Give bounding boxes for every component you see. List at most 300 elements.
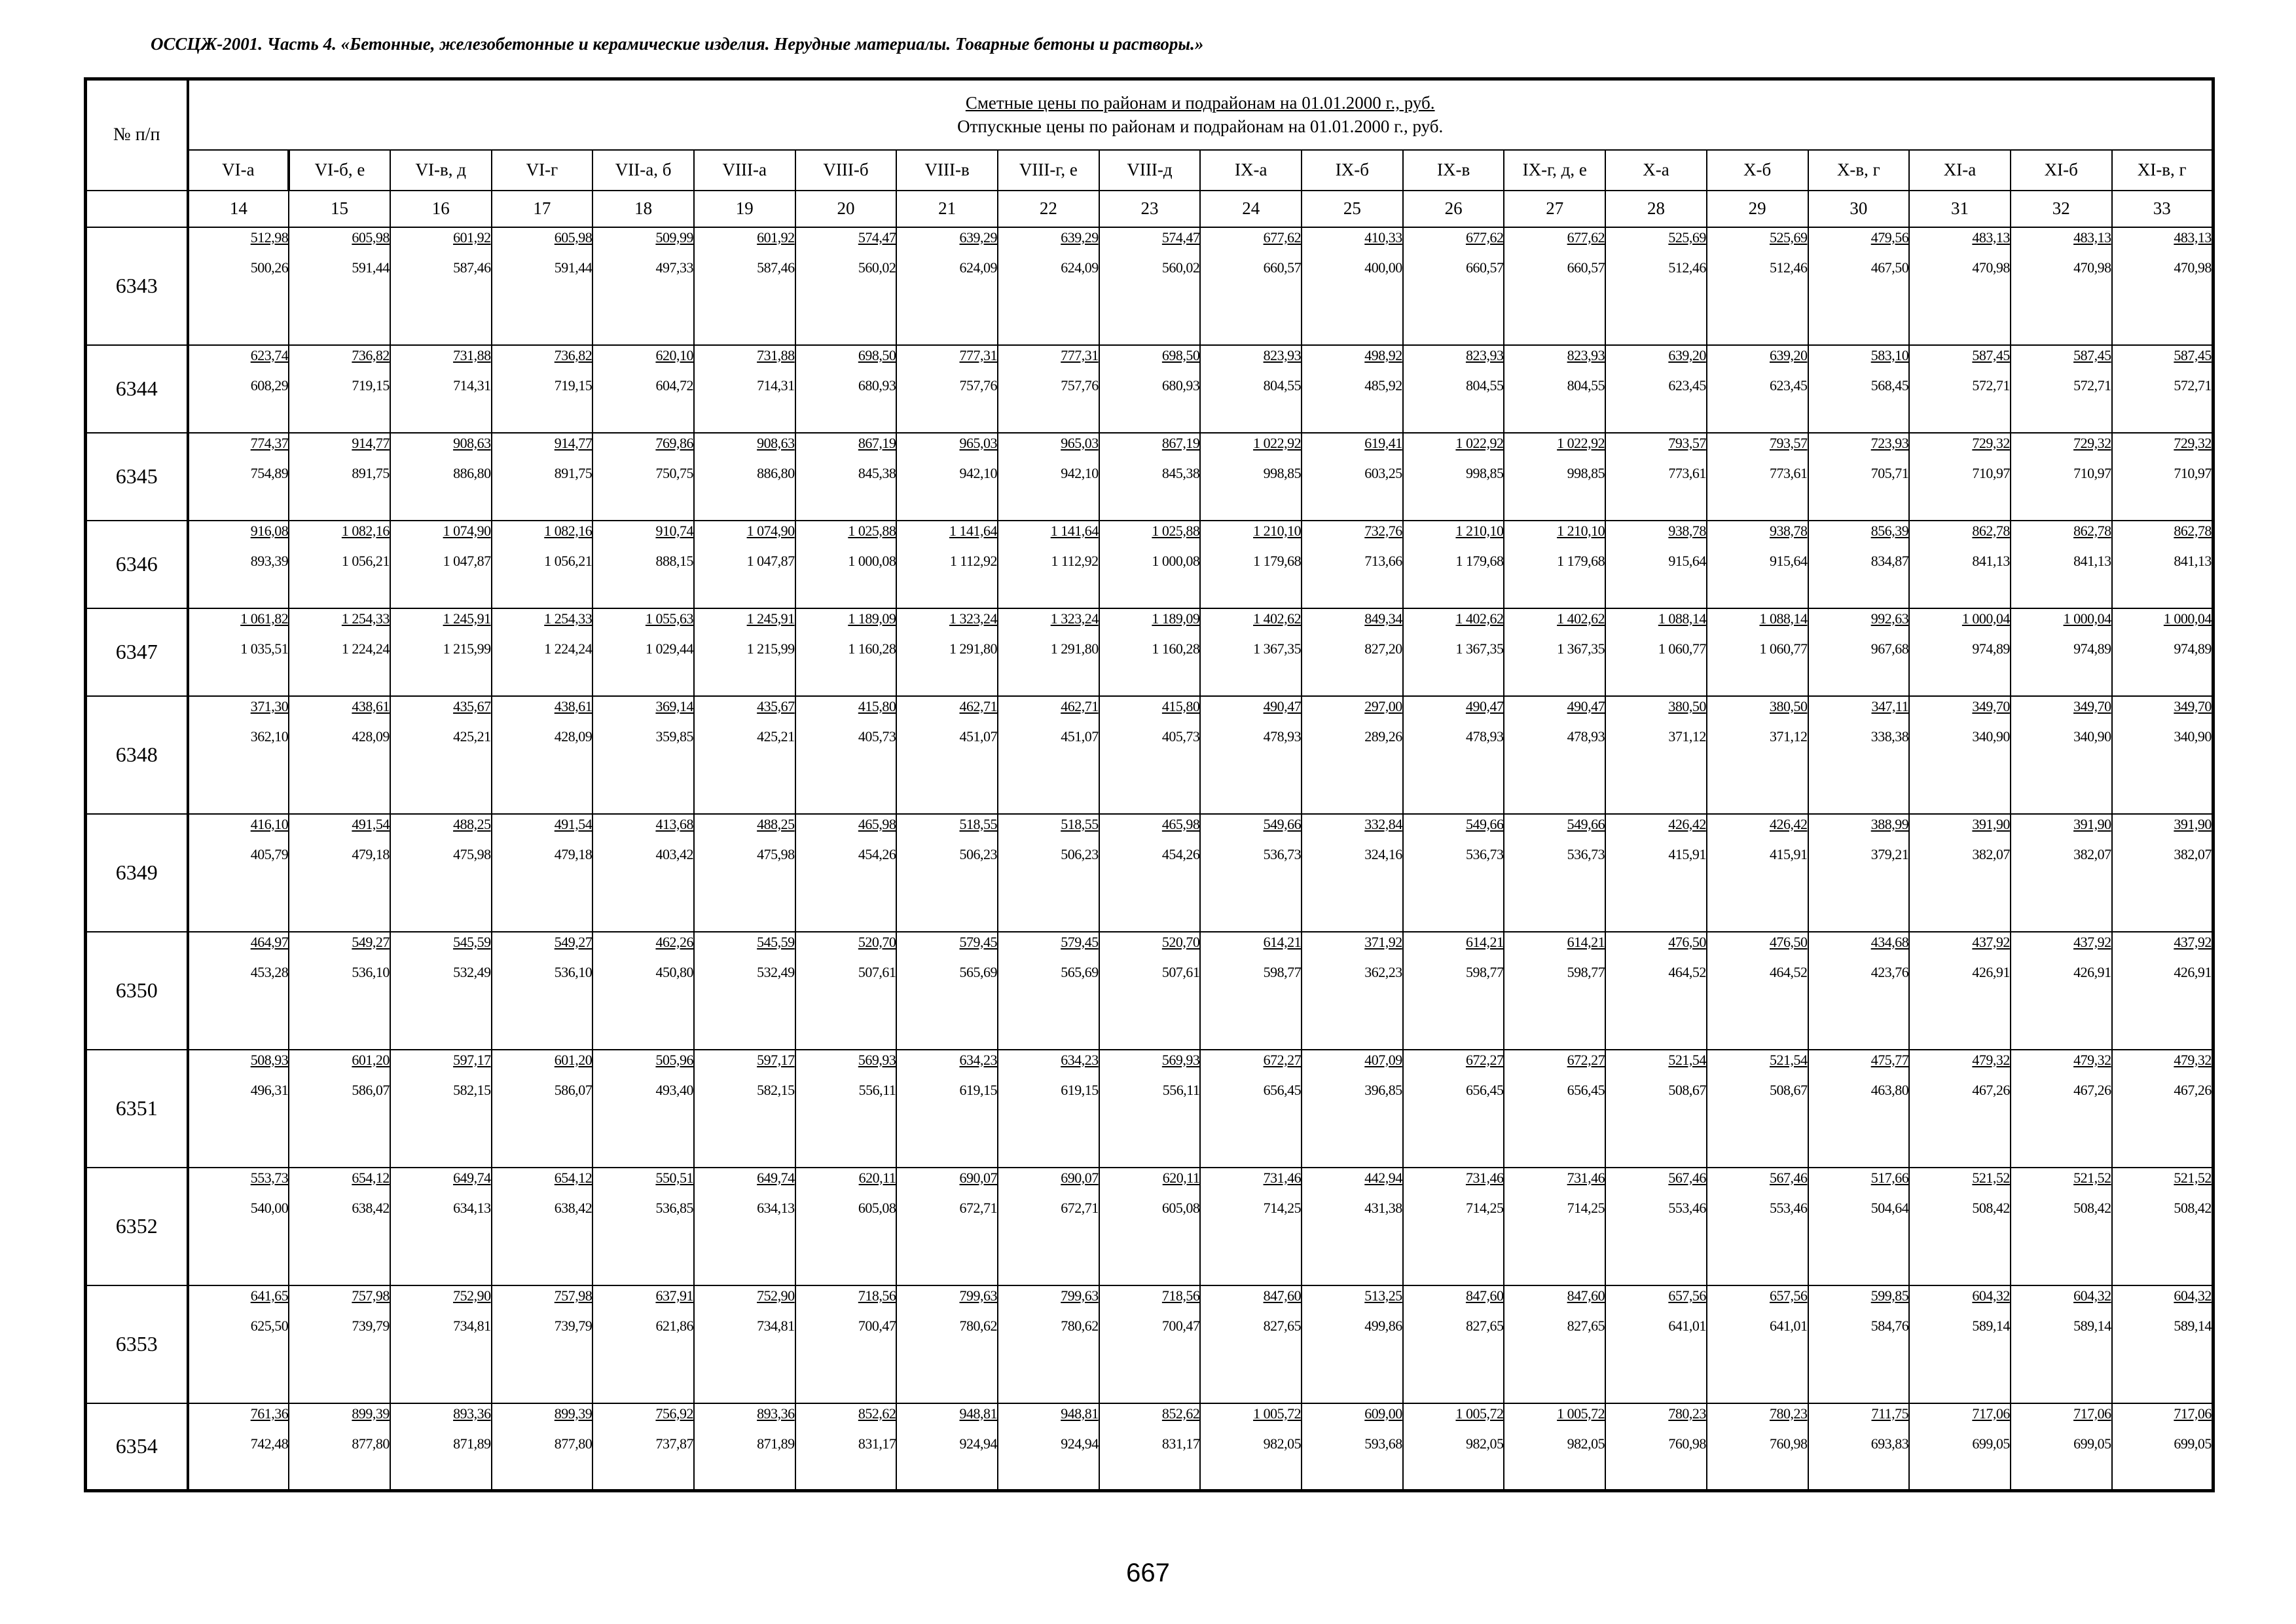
region-header: VIII-а — [694, 150, 795, 191]
release-price: 760,98 — [1668, 1435, 1706, 1452]
price-cell — [1909, 1050, 2011, 1168]
estimate-price: 525,69 — [1770, 229, 1808, 246]
price-cell — [1504, 1285, 1605, 1403]
estimate-price: 757,98 — [352, 1287, 390, 1304]
region-header: VIII-г, е — [998, 150, 1099, 191]
price-cell — [492, 521, 593, 608]
estimate-price: 490,47 — [1263, 697, 1302, 714]
release-price: 485,92 — [1364, 377, 1402, 394]
estimate-price: 908,63 — [757, 434, 795, 451]
price-cell — [694, 814, 795, 932]
estimate-price: 349,70 — [1972, 697, 2010, 714]
price-cell — [1909, 345, 2011, 433]
row-number: 6345 — [86, 433, 188, 521]
release-price: 888,15 — [655, 552, 693, 569]
estimate-price: 623,74 — [250, 346, 289, 363]
price-cell — [1808, 814, 1910, 932]
estimate-price: 349,70 — [2174, 697, 2212, 714]
release-price: 598,77 — [1465, 963, 1504, 980]
estimate-price: 549,27 — [352, 933, 390, 950]
price-cell — [1403, 433, 1504, 521]
price-cell — [592, 345, 694, 433]
column-number: 28 — [1605, 191, 1707, 227]
release-price: 780,62 — [1061, 1317, 1099, 1334]
price-cell — [2011, 1050, 2112, 1168]
release-price: 886,80 — [757, 464, 795, 481]
release-price: 587,46 — [757, 259, 795, 276]
price-cell — [1605, 345, 1707, 433]
release-price: 739,79 — [554, 1317, 592, 1334]
column-number: 25 — [1302, 191, 1403, 227]
column-number: 16 — [390, 191, 492, 227]
estimate-price: 518,55 — [959, 815, 997, 832]
price-cell — [998, 696, 1099, 814]
price-cell — [492, 227, 593, 345]
release-price: 1 367,35 — [1253, 640, 1302, 657]
price-cell — [2011, 814, 2112, 932]
price-cell — [896, 696, 998, 814]
estimate-price: 723,93 — [1870, 434, 1909, 451]
estimate-price: 410,33 — [1364, 229, 1402, 246]
release-price: 467,50 — [1870, 259, 1909, 276]
release-price: 340,90 — [2073, 728, 2111, 745]
estimate-price: 847,60 — [1567, 1287, 1605, 1304]
price-cell — [390, 1050, 492, 1168]
release-price: 470,98 — [2174, 259, 2212, 276]
release-price: 512,46 — [1770, 259, 1808, 276]
price-cell — [2112, 1285, 2214, 1403]
column-number: 27 — [1504, 191, 1605, 227]
release-price: 672,71 — [1061, 1199, 1099, 1216]
estimate-price: 391,90 — [2174, 815, 2212, 832]
release-price: 500,26 — [250, 259, 289, 276]
price-cell — [998, 521, 1099, 608]
column-number: 15 — [289, 191, 390, 227]
price-cell — [1302, 1050, 1403, 1168]
price-cell — [795, 932, 897, 1050]
release-price: 754,89 — [250, 464, 289, 481]
estimate-price: 435,67 — [453, 697, 491, 714]
price-cell — [1909, 1168, 2011, 1285]
estimate-price: 1 022,92 — [1455, 434, 1504, 451]
row-number: 6346 — [86, 521, 188, 608]
release-price: 591,44 — [554, 259, 592, 276]
release-price: 742,48 — [250, 1435, 289, 1452]
estimate-price: 1 254,33 — [341, 610, 390, 627]
release-price: 760,98 — [1770, 1435, 1808, 1452]
estimate-price: 729,32 — [1972, 434, 2010, 451]
release-price: 605,08 — [1161, 1199, 1200, 1216]
release-price: 415,91 — [1668, 845, 1706, 862]
price-cell — [390, 433, 492, 521]
estimate-price: 992,63 — [1870, 610, 1909, 627]
estimate-price: 521,54 — [1668, 1051, 1706, 1068]
estimate-price: 938,78 — [1668, 522, 1706, 539]
release-price: 467,26 — [2174, 1081, 2212, 1098]
release-price: 428,09 — [352, 728, 390, 745]
estimate-price: 614,21 — [1263, 933, 1302, 950]
price-cell — [188, 932, 289, 1050]
estimate-price: 549,66 — [1567, 815, 1605, 832]
estimate-price: 490,47 — [1567, 697, 1605, 714]
estimate-price: 910,74 — [655, 522, 693, 539]
release-price: 710,97 — [2073, 464, 2111, 481]
release-price: 338,38 — [1870, 728, 1909, 745]
release-price: 289,26 — [1364, 728, 1402, 745]
price-cell — [188, 1285, 289, 1403]
price-cell — [1200, 345, 1302, 433]
release-price: 572,71 — [2073, 377, 2111, 394]
estimate-price: 1 000,04 — [2163, 610, 2212, 627]
estimate-price: 567,46 — [1668, 1169, 1706, 1186]
price-cell — [1808, 608, 1910, 696]
estimate-price: 521,52 — [2174, 1169, 2212, 1186]
price-cell — [1099, 345, 1201, 433]
price-cell — [896, 932, 998, 1050]
release-price: 827,65 — [1465, 1317, 1504, 1334]
estimate-price: 620,10 — [655, 346, 693, 363]
estimate-price: 407,09 — [1364, 1051, 1402, 1068]
region-header: X-а — [1605, 150, 1707, 191]
estimate-price: 639,20 — [1668, 346, 1706, 363]
price-cell — [1302, 1168, 1403, 1285]
estimate-price: 672,27 — [1567, 1051, 1605, 1068]
price-cell — [1504, 696, 1605, 814]
estimate-price: 567,46 — [1770, 1169, 1808, 1186]
column-header-number: № п/п — [86, 79, 188, 191]
estimate-price: 634,23 — [959, 1051, 997, 1068]
estimate-price: 438,61 — [352, 697, 390, 714]
price-cell — [795, 1168, 897, 1285]
estimate-price: 1 245,91 — [746, 610, 795, 627]
row-number: 6353 — [86, 1285, 188, 1403]
release-price: 893,39 — [250, 552, 289, 569]
release-price: 924,94 — [1061, 1435, 1099, 1452]
price-cell — [694, 345, 795, 433]
estimate-price: 731,46 — [1263, 1169, 1302, 1186]
release-price: 998,85 — [1465, 464, 1504, 481]
price-cell — [592, 433, 694, 521]
price-cell — [694, 1168, 795, 1285]
price-cell — [694, 608, 795, 696]
price-cell — [795, 1050, 897, 1168]
document-header-title: ОССЦЖ-2001. Часть 4. «Бетонные, железобетонные и керамические изделия. Нерудные материалы. Товарные бетоны и растворы.» — [151, 34, 1204, 54]
release-price: 699,05 — [1972, 1435, 2010, 1452]
release-price: 1 160,28 — [1152, 640, 1200, 657]
price-cell — [1808, 696, 1910, 814]
estimate-price: 1 210,10 — [1253, 522, 1302, 539]
price-cell — [795, 696, 897, 814]
price-cell — [2112, 1168, 2214, 1285]
release-price: 942,10 — [959, 464, 997, 481]
table-header-caption-row — [86, 79, 2214, 150]
estimate-price: 388,99 — [1870, 815, 1909, 832]
price-cell — [492, 345, 593, 433]
release-price: 324,16 — [1364, 845, 1402, 862]
price-cell — [896, 1403, 998, 1491]
estimate-price: 752,90 — [757, 1287, 795, 1304]
price-cell — [1403, 1050, 1504, 1168]
estimate-price: 717,06 — [2174, 1405, 2212, 1422]
release-price: 475,98 — [453, 845, 491, 862]
price-cell — [2011, 433, 2112, 521]
estimate-price: 479,32 — [2174, 1051, 2212, 1068]
price-cell — [1605, 433, 1707, 521]
price-cell — [390, 345, 492, 433]
price-cell — [1099, 814, 1201, 932]
estimate-price: 1 245,91 — [443, 610, 491, 627]
estimate-price: 509,99 — [655, 229, 693, 246]
column-number: 31 — [1909, 191, 2011, 227]
release-price: 1 060,77 — [1759, 640, 1808, 657]
estimate-price: 1 025,88 — [1152, 522, 1200, 539]
estimate-price: 639,29 — [1061, 229, 1099, 246]
estimate-price: 479,56 — [1870, 229, 1909, 246]
release-price: 693,83 — [1870, 1435, 1909, 1452]
release-price: 714,31 — [453, 377, 491, 394]
estimate-price: 1 189,09 — [1152, 610, 1200, 627]
price-cell — [1099, 227, 1201, 345]
column-number: 33 — [2112, 191, 2214, 227]
release-price: 532,49 — [757, 963, 795, 980]
price-cell — [1504, 345, 1605, 433]
price-cell — [289, 1168, 390, 1285]
release-price: 586,07 — [554, 1081, 592, 1098]
estimate-price: 729,32 — [2073, 434, 2111, 451]
price-cell — [1909, 1403, 2011, 1491]
table-header-region-row — [86, 150, 2214, 191]
table-row — [86, 608, 2214, 696]
price-cell — [1605, 1285, 1707, 1403]
estimate-price: 488,25 — [453, 815, 491, 832]
price-cell — [289, 814, 390, 932]
price-cell — [1504, 1403, 1605, 1491]
price-cell — [2112, 814, 2214, 932]
price-cell — [1403, 932, 1504, 1050]
release-price: 982,05 — [1465, 1435, 1504, 1452]
price-cell — [1099, 521, 1201, 608]
release-price: 1 179,68 — [1557, 552, 1605, 569]
estimate-price: 1 254,33 — [544, 610, 592, 627]
release-price: 734,81 — [453, 1317, 491, 1334]
release-price: 589,14 — [2174, 1317, 2212, 1334]
table-row — [86, 696, 2214, 814]
estimate-price: 867,19 — [1161, 434, 1200, 451]
release-price: 560,02 — [1161, 259, 1200, 276]
price-cell — [390, 696, 492, 814]
release-price: 705,71 — [1870, 464, 1909, 481]
release-price: 405,79 — [250, 845, 289, 862]
release-price: 739,79 — [352, 1317, 390, 1334]
price-cell — [188, 345, 289, 433]
release-price: 536,10 — [554, 963, 592, 980]
release-price: 699,05 — [2174, 1435, 2212, 1452]
release-price: 464,52 — [1770, 963, 1808, 980]
price-cell — [289, 345, 390, 433]
table-row — [86, 1168, 2214, 1285]
estimate-price: 731,88 — [757, 346, 795, 363]
price-cell — [1909, 521, 2011, 608]
price-cell — [289, 696, 390, 814]
price-cell — [1707, 1403, 1808, 1491]
price-cell — [1200, 1403, 1302, 1491]
release-price: 619,15 — [1061, 1081, 1099, 1098]
estimate-price: 479,32 — [1972, 1051, 2010, 1068]
estimate-price: 599,85 — [1870, 1287, 1909, 1304]
estimate-price: 545,59 — [453, 933, 491, 950]
price-cell — [896, 608, 998, 696]
price-cell — [2011, 1403, 2112, 1491]
estimate-price: 641,65 — [250, 1287, 289, 1304]
estimate-price: 434,68 — [1870, 933, 1909, 950]
estimate-price: 619,41 — [1364, 434, 1402, 451]
price-cell — [390, 1403, 492, 1491]
estimate-price: 847,60 — [1465, 1287, 1504, 1304]
release-price: 467,26 — [1972, 1081, 2010, 1098]
release-price: 536,10 — [352, 963, 390, 980]
release-price: 587,46 — [453, 259, 491, 276]
estimate-price: 521,52 — [1972, 1169, 2010, 1186]
release-price: 593,68 — [1364, 1435, 1402, 1452]
release-price: 572,71 — [1972, 377, 2010, 394]
estimate-price: 435,67 — [757, 697, 795, 714]
region-header: VI-в, д — [390, 150, 492, 191]
release-price: 974,89 — [2073, 640, 2111, 657]
price-cell — [492, 814, 593, 932]
region-header: VII-а, б — [592, 150, 694, 191]
price-cell — [390, 1168, 492, 1285]
release-price: 425,21 — [453, 728, 491, 745]
price-cell — [1099, 433, 1201, 521]
estimate-price: 521,52 — [2073, 1169, 2111, 1186]
price-cell — [1302, 1285, 1403, 1403]
price-cell — [592, 696, 694, 814]
region-header: VI-г — [492, 150, 593, 191]
release-price: 589,14 — [2073, 1317, 2111, 1334]
release-price: 1 029,44 — [645, 640, 693, 657]
estimate-price: 637,91 — [655, 1287, 693, 1304]
estimate-price: 426,42 — [1668, 815, 1706, 832]
estimate-price: 657,56 — [1770, 1287, 1808, 1304]
column-number: 22 — [998, 191, 1099, 227]
release-price: 504,64 — [1870, 1199, 1909, 1216]
price-cell — [2112, 521, 2214, 608]
release-price: 638,42 — [554, 1199, 592, 1216]
price-cell — [1605, 1168, 1707, 1285]
table-row — [86, 1050, 2214, 1168]
release-price: 565,69 — [1061, 963, 1099, 980]
row-number: 6344 — [86, 345, 188, 433]
estimate-price: 512,98 — [250, 229, 289, 246]
estimate-price: 476,50 — [1770, 933, 1808, 950]
price-cell — [1403, 227, 1504, 345]
release-price: 415,91 — [1770, 845, 1808, 862]
release-price: 464,52 — [1668, 963, 1706, 980]
estimate-price: 1 005,72 — [1253, 1405, 1302, 1422]
release-price: 1 367,35 — [1455, 640, 1504, 657]
release-price: 623,45 — [1668, 377, 1706, 394]
estimate-price: 601,20 — [352, 1051, 390, 1068]
release-price: 891,75 — [352, 464, 390, 481]
estimate-price: 823,93 — [1567, 346, 1605, 363]
price-cell — [390, 1285, 492, 1403]
estimate-price: 475,77 — [1870, 1051, 1909, 1068]
release-price: 780,62 — [959, 1317, 997, 1334]
release-price: 804,55 — [1567, 377, 1605, 394]
estimate-price: 731,88 — [453, 346, 491, 363]
estimate-price: 597,17 — [757, 1051, 795, 1068]
price-cell — [795, 227, 897, 345]
region-header: XI-в, г — [2112, 150, 2214, 191]
release-price: 536,73 — [1465, 845, 1504, 862]
release-price: 1 224,24 — [544, 640, 592, 657]
release-price: 827,20 — [1364, 640, 1402, 657]
estimate-price: 639,20 — [1770, 346, 1808, 363]
estimate-price: 587,45 — [1972, 346, 2010, 363]
release-price: 621,86 — [655, 1317, 693, 1334]
release-price: 625,50 — [250, 1317, 289, 1334]
region-header: IX-в — [1403, 150, 1504, 191]
release-price: 757,76 — [959, 377, 997, 394]
release-price: 499,86 — [1364, 1317, 1402, 1334]
release-price: 656,45 — [1263, 1081, 1302, 1098]
column-number: 19 — [694, 191, 795, 227]
release-price: 507,61 — [858, 963, 896, 980]
price-cell — [1504, 608, 1605, 696]
estimate-price: 1 402,62 — [1557, 610, 1605, 627]
estimate-price: 1 025,88 — [848, 522, 896, 539]
estimate-price: 1 082,16 — [544, 522, 592, 539]
estimate-price: 490,47 — [1465, 697, 1504, 714]
estimate-price: 634,23 — [1061, 1051, 1099, 1068]
estimate-price: 1 323,24 — [1050, 610, 1099, 627]
price-cell — [896, 345, 998, 433]
estimate-price: 601,20 — [554, 1051, 592, 1068]
price-cell — [289, 227, 390, 345]
estimate-price: 391,90 — [1972, 815, 2010, 832]
release-price: 608,29 — [250, 377, 289, 394]
estimate-price: 462,26 — [655, 933, 693, 950]
price-cell — [188, 1168, 289, 1285]
estimate-price: 587,45 — [2174, 346, 2212, 363]
price-cell — [998, 1285, 1099, 1403]
price-cell — [2112, 1403, 2214, 1491]
release-price: 877,80 — [352, 1435, 390, 1452]
price-cell — [289, 932, 390, 1050]
estimate-price: 657,56 — [1668, 1287, 1706, 1304]
release-price: 362,10 — [250, 728, 289, 745]
release-price: 428,09 — [554, 728, 592, 745]
price-cell — [1808, 932, 1910, 1050]
release-price: 508,67 — [1770, 1081, 1808, 1098]
estimate-price: 1 000,04 — [1961, 610, 2010, 627]
row-number: 6352 — [86, 1168, 188, 1285]
release-price: 506,23 — [1061, 845, 1099, 862]
price-cell — [289, 608, 390, 696]
estimate-price: 549,66 — [1465, 815, 1504, 832]
release-price: 479,18 — [352, 845, 390, 862]
estimate-price: 756,92 — [655, 1405, 693, 1422]
price-cell — [492, 932, 593, 1050]
price-cell — [1707, 696, 1808, 814]
release-price: 507,61 — [1161, 963, 1200, 980]
price-cell — [592, 932, 694, 1050]
release-price: 634,13 — [453, 1199, 491, 1216]
price-cell — [1200, 932, 1302, 1050]
estimate-price: 1 055,63 — [645, 610, 693, 627]
estimate-price: 380,50 — [1668, 697, 1706, 714]
table-row — [86, 1403, 2214, 1491]
